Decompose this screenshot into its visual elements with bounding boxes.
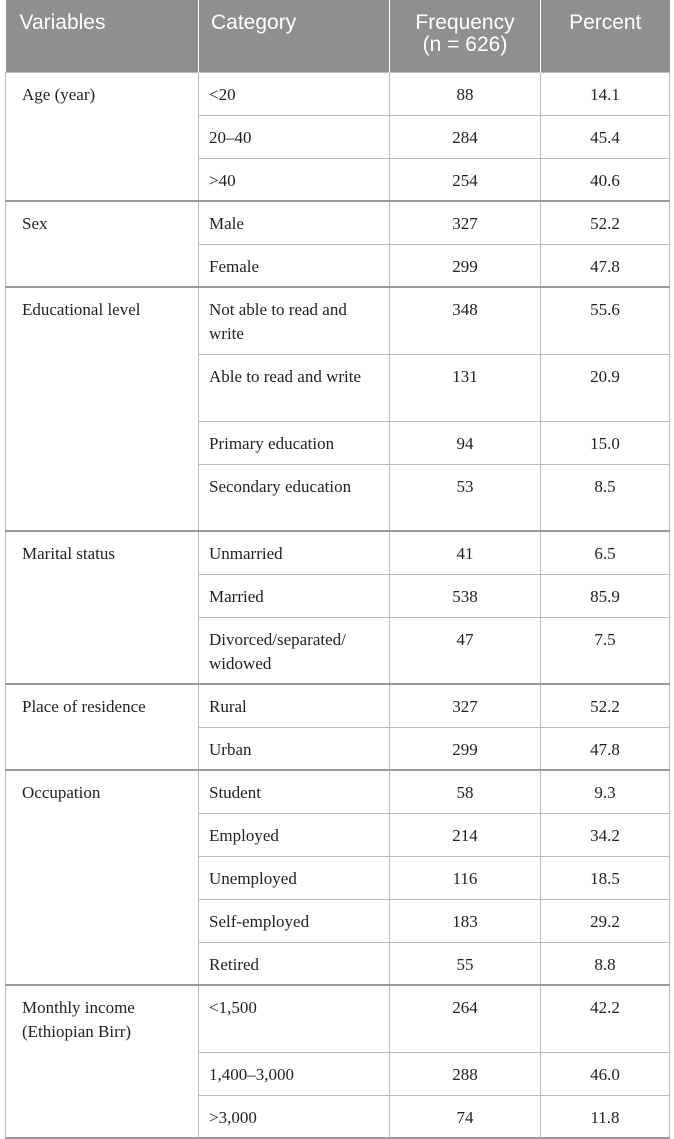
header-variables: Variables bbox=[6, 0, 199, 72]
category-cell: Primary education bbox=[199, 421, 390, 464]
percent-cell: 29.2 bbox=[541, 899, 670, 942]
category-cell: Student bbox=[199, 770, 390, 813]
percent-cell: 11.8 bbox=[541, 1095, 670, 1138]
frequency-cell: 538 bbox=[390, 574, 541, 617]
percent-cell: 8.5 bbox=[541, 464, 670, 531]
variable-cell: Occupation bbox=[6, 770, 199, 985]
frequency-cell: 299 bbox=[390, 244, 541, 287]
frequency-cell: 53 bbox=[390, 464, 541, 531]
category-cell: Married bbox=[199, 574, 390, 617]
percent-cell: 45.4 bbox=[541, 115, 670, 158]
frequency-cell: 299 bbox=[390, 727, 541, 770]
frequency-cell: 55 bbox=[390, 942, 541, 985]
variable-cell: Age (year) bbox=[6, 72, 199, 201]
frequency-cell: 131 bbox=[390, 354, 541, 421]
frequency-cell: 327 bbox=[390, 684, 541, 727]
category-cell: Employed bbox=[199, 813, 390, 856]
percent-cell: 47.8 bbox=[541, 244, 670, 287]
frequency-cell: 264 bbox=[390, 985, 541, 1052]
frequency-cell: 116 bbox=[390, 856, 541, 899]
category-cell: 20–40 bbox=[199, 115, 390, 158]
percent-cell: 14.1 bbox=[541, 72, 670, 115]
category-cell: >3,000 bbox=[199, 1095, 390, 1138]
category-cell: <1,500 bbox=[199, 985, 390, 1052]
category-cell: Secondary education bbox=[199, 464, 390, 531]
table-row bbox=[6, 72, 670, 115]
percent-cell: 52.2 bbox=[541, 201, 670, 244]
frequency-cell: 94 bbox=[390, 421, 541, 464]
percent-cell: 8.8 bbox=[541, 942, 670, 985]
table-row bbox=[6, 684, 670, 727]
category-cell: Unmarried bbox=[199, 531, 390, 574]
header-frequency bbox=[390, 0, 541, 72]
frequency-cell: 254 bbox=[390, 158, 541, 201]
table-row bbox=[6, 985, 670, 1052]
category-cell: Female bbox=[199, 244, 390, 287]
frequency-cell: 214 bbox=[390, 813, 541, 856]
category-cell: Divorced/separated/ widowed bbox=[199, 617, 390, 684]
table-body bbox=[6, 72, 670, 1138]
variable-cell: Monthly income (Ethiopian Birr) bbox=[6, 985, 199, 1138]
header-frequency-label: Frequency bbox=[415, 11, 515, 34]
category-cell: Retired bbox=[199, 942, 390, 985]
category-cell: Unemployed bbox=[199, 856, 390, 899]
percent-cell: 40.6 bbox=[541, 158, 670, 201]
frequency-cell: 41 bbox=[390, 531, 541, 574]
header-frequency-n: (n = 626) bbox=[422, 33, 508, 56]
variable-cell: Educational level bbox=[6, 287, 199, 531]
table-header bbox=[6, 0, 670, 72]
percent-cell: 15.0 bbox=[541, 421, 670, 464]
percent-cell: 52.2 bbox=[541, 684, 670, 727]
category-cell: Urban bbox=[199, 727, 390, 770]
frequency-cell: 88 bbox=[390, 72, 541, 115]
category-cell: Not able to read and write bbox=[199, 287, 390, 354]
percent-cell: 55.6 bbox=[541, 287, 670, 354]
percent-cell: 7.5 bbox=[541, 617, 670, 684]
frequency-cell: 47 bbox=[390, 617, 541, 684]
variable-cell: Place of residence bbox=[6, 684, 199, 770]
percent-cell: 18.5 bbox=[541, 856, 670, 899]
header-category: Category bbox=[199, 0, 390, 72]
category-cell: Male bbox=[199, 201, 390, 244]
header-percent: Percent bbox=[541, 0, 670, 72]
table-row bbox=[6, 287, 670, 354]
table-row bbox=[6, 201, 670, 244]
table-row bbox=[6, 770, 670, 813]
percent-cell: 6.5 bbox=[541, 531, 670, 574]
category-cell: Rural bbox=[199, 684, 390, 727]
percent-cell: 85.9 bbox=[541, 574, 670, 617]
percent-cell: 34.2 bbox=[541, 813, 670, 856]
category-cell: <20 bbox=[199, 72, 390, 115]
frequency-cell: 284 bbox=[390, 115, 541, 158]
variable-cell: Marital status bbox=[6, 531, 199, 684]
category-cell: >40 bbox=[199, 158, 390, 201]
percent-cell: 47.8 bbox=[541, 727, 670, 770]
frequency-cell: 183 bbox=[390, 899, 541, 942]
header-row bbox=[6, 0, 670, 72]
demographics-table bbox=[5, 0, 670, 1139]
frequency-cell: 74 bbox=[390, 1095, 541, 1138]
frequency-cell: 288 bbox=[390, 1052, 541, 1095]
variable-cell: Sex bbox=[6, 201, 199, 287]
table-row bbox=[6, 531, 670, 574]
percent-cell: 42.2 bbox=[541, 985, 670, 1052]
frequency-cell: 327 bbox=[390, 201, 541, 244]
percent-cell: 9.3 bbox=[541, 770, 670, 813]
category-cell: Self-employed bbox=[199, 899, 390, 942]
category-cell: 1,400–3,000 bbox=[199, 1052, 390, 1095]
percent-cell: 20.9 bbox=[541, 354, 670, 421]
frequency-cell: 348 bbox=[390, 287, 541, 354]
percent-cell: 46.0 bbox=[541, 1052, 670, 1095]
category-cell: Able to read and write bbox=[199, 354, 390, 421]
frequency-cell: 58 bbox=[390, 770, 541, 813]
